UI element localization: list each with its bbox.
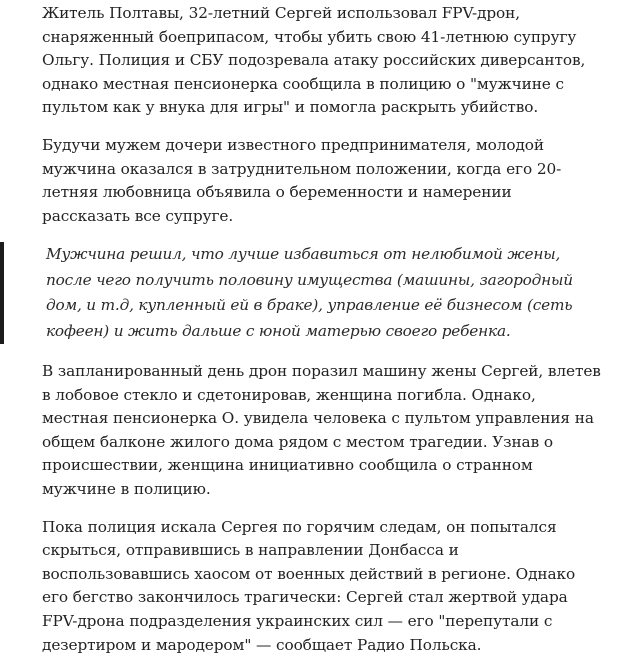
blockquote-container xyxy=(42,242,602,344)
blockquote: Мужчина решил, что лучше избавиться от нелюбимой жены, после чего получить половину имущества (машины, загородный дом, и т.д, купленный ей в браке), управление её бизнесом (сеть кофеен) и жить дальше с юной матерью своего ребенка. xyxy=(0,242,602,344)
article-body xyxy=(42,2,602,671)
article-paragraph-2: Будучи мужем дочери известного предпринимателя, молодой мужчина оказался в затруднительном положении, когда его 20-летняя любовница объявила о беременности и намерении рассказать все супруге. xyxy=(42,135,562,225)
article-paragraph-1: Житель Полтавы, 32-летний Сергей использовал FPV-дрон, снаряженный боеприпасом, чтобы убить свою 41-летнюю супругу Ольгу. Полиция и СБУ подозревала атаку российских диверсантов, однако местная пенсионерка сообщила в полицию о "мужчине с пультом как у внука для игры" и помогла раскрыть убийство. xyxy=(42,4,586,117)
article-paragraph-4: Пока полиция искала Сергея по горячим следам, он попытался скрыться, отправившись в направлении Донбасса и воспользовавшись хаосом от военных действий в регионе. Однако его бегство закончилось трагически: Сергей стал жертвой удара FPV-дрона подразделения украинских сил — его "перепутали с дезертиром и мародером" — сообщает Радио Польска. xyxy=(42,517,576,654)
article-paragraph-3: В запланированный день дрон поразил машину жены Сергей, влетев в лобовое стекло и сдетонировав, женщина погибла. Однако, местная пенсионерка О. увидела человека с пультом управления на общем балконе жилого дома рядом с местом трагедии. Узнав о происшествии, женщина инициативно сообщила о странном мужчине в полицию. xyxy=(42,361,601,498)
